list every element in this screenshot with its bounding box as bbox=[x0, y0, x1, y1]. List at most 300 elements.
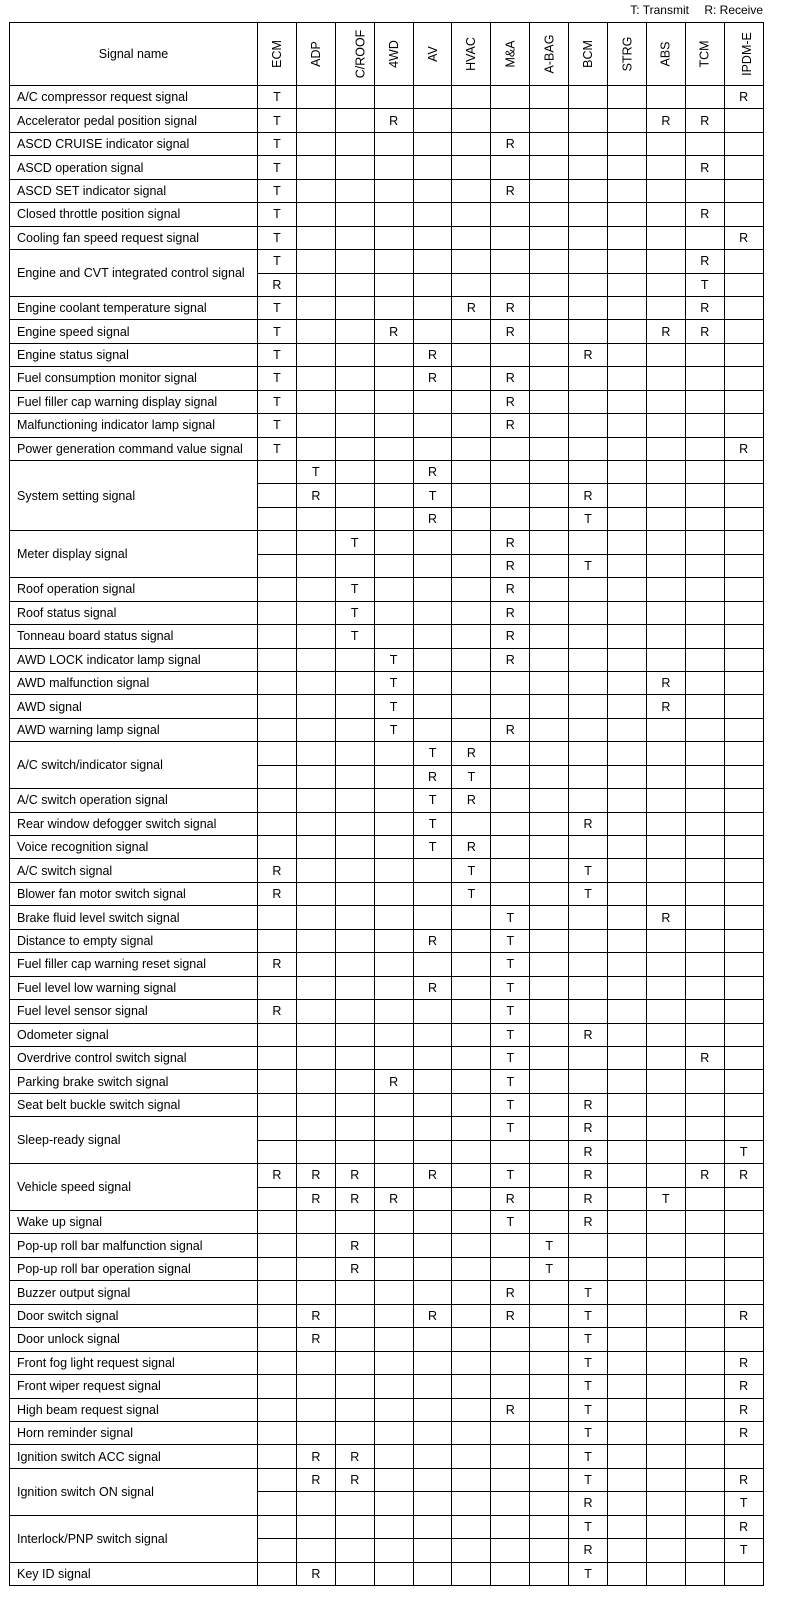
signal-cell bbox=[296, 906, 335, 929]
signal-cell bbox=[569, 695, 608, 718]
legend-receive: R: Receive bbox=[704, 3, 763, 17]
signal-cell bbox=[335, 1351, 374, 1374]
module-header bbox=[296, 23, 335, 86]
signal-cell bbox=[413, 578, 452, 601]
signal-cell bbox=[452, 414, 491, 437]
signal-cell: R bbox=[569, 1093, 608, 1116]
signal-name-cell: Parking brake switch signal bbox=[10, 1070, 258, 1093]
legend-transmit: T: Transmit bbox=[630, 3, 689, 17]
signal-cell bbox=[569, 296, 608, 319]
signal-cell bbox=[491, 859, 530, 882]
signal-cell bbox=[608, 953, 647, 976]
signal-cell bbox=[491, 484, 530, 507]
signal-cell: T bbox=[258, 179, 297, 202]
signal-cell bbox=[608, 1023, 647, 1046]
signal-cell bbox=[608, 1539, 647, 1562]
signal-cell bbox=[646, 1562, 685, 1585]
signal-cell bbox=[530, 1164, 569, 1187]
signal-cell bbox=[724, 836, 763, 859]
signal-cell bbox=[491, 789, 530, 812]
signal-cell: T bbox=[724, 1539, 763, 1562]
signal-cell: T bbox=[569, 1468, 608, 1491]
signal-cell bbox=[608, 437, 647, 460]
signal-cell bbox=[646, 648, 685, 671]
signal-cell bbox=[685, 507, 724, 530]
signal-cell: T bbox=[569, 1562, 608, 1585]
table-row bbox=[10, 109, 764, 132]
signal-cell bbox=[452, 1070, 491, 1093]
signal-cell bbox=[413, 437, 452, 460]
signal-cell bbox=[413, 1211, 452, 1234]
signal-cell bbox=[530, 1375, 569, 1398]
signal-cell bbox=[413, 132, 452, 155]
signal-cell bbox=[374, 882, 413, 905]
signal-cell bbox=[685, 179, 724, 202]
signal-cell bbox=[296, 367, 335, 390]
signal-cell bbox=[491, 1562, 530, 1585]
signal-cell: T bbox=[724, 1492, 763, 1515]
signal-cell bbox=[685, 1140, 724, 1163]
signal-cell bbox=[413, 86, 452, 109]
signal-cell bbox=[296, 742, 335, 765]
signal-cell bbox=[413, 1351, 452, 1374]
signal-cell bbox=[685, 812, 724, 835]
signal-cell: T bbox=[296, 461, 335, 484]
signal-cell bbox=[530, 250, 569, 273]
signal-cell bbox=[335, 1070, 374, 1093]
signal-cell: R bbox=[569, 1211, 608, 1234]
signal-cell: R bbox=[491, 132, 530, 155]
signal-cell bbox=[569, 906, 608, 929]
signal-cell bbox=[452, 367, 491, 390]
signal-cell bbox=[685, 1515, 724, 1538]
signal-cell bbox=[685, 437, 724, 460]
signal-name-cell: Fuel level sensor signal bbox=[10, 1000, 258, 1023]
signal-cell bbox=[258, 578, 297, 601]
signal-cell: T bbox=[530, 1257, 569, 1280]
signal-cell: R bbox=[569, 1187, 608, 1210]
signal-cell: T bbox=[569, 1445, 608, 1468]
signal-cell bbox=[335, 132, 374, 155]
signal-cell bbox=[646, 132, 685, 155]
signal-cell bbox=[452, 461, 491, 484]
signal-cell bbox=[724, 1070, 763, 1093]
table-row bbox=[10, 1023, 764, 1046]
table-row bbox=[10, 601, 764, 624]
signal-cell bbox=[685, 1421, 724, 1444]
signal-name-cell: Closed throttle position signal bbox=[10, 203, 258, 226]
signal-cell bbox=[724, 1046, 763, 1069]
signal-cell bbox=[374, 507, 413, 530]
signal-cell: R bbox=[724, 1304, 763, 1327]
signal-cell: R bbox=[296, 1187, 335, 1210]
signal-cell bbox=[685, 1093, 724, 1116]
signal-cell bbox=[335, 953, 374, 976]
signal-cell bbox=[724, 882, 763, 905]
module-header bbox=[724, 23, 763, 86]
signal-cell bbox=[335, 718, 374, 741]
signal-cell bbox=[530, 1539, 569, 1562]
signal-name-cell: AWD signal bbox=[10, 695, 258, 718]
signal-cell bbox=[491, 1375, 530, 1398]
table-row bbox=[10, 789, 764, 812]
signal-cell bbox=[258, 1351, 297, 1374]
signal-cell bbox=[685, 1281, 724, 1304]
signal-cell bbox=[530, 296, 569, 319]
signal-cell bbox=[258, 461, 297, 484]
signal-cell bbox=[296, 648, 335, 671]
module-header bbox=[646, 23, 685, 86]
signal-cell bbox=[646, 882, 685, 905]
signal-cell: T bbox=[258, 86, 297, 109]
signal-cell: T bbox=[258, 203, 297, 226]
signal-cell bbox=[646, 273, 685, 296]
signal-cell bbox=[335, 1281, 374, 1304]
signal-cell bbox=[374, 1421, 413, 1444]
signal-cell bbox=[608, 718, 647, 741]
signal-cell bbox=[374, 765, 413, 788]
signal-cell: R bbox=[724, 226, 763, 249]
signal-cell: R bbox=[296, 1445, 335, 1468]
signal-cell bbox=[530, 132, 569, 155]
signal-cell: R bbox=[724, 86, 763, 109]
signal-cell bbox=[258, 1117, 297, 1140]
signal-cell bbox=[724, 1281, 763, 1304]
table-row bbox=[10, 1351, 764, 1374]
signal-cell bbox=[335, 648, 374, 671]
signal-cell bbox=[452, 1304, 491, 1327]
signal-cell bbox=[724, 461, 763, 484]
signal-cell bbox=[530, 1398, 569, 1421]
signal-cell: R bbox=[335, 1187, 374, 1210]
signal-cell bbox=[374, 484, 413, 507]
signal-cell bbox=[296, 1234, 335, 1257]
signal-cell bbox=[724, 578, 763, 601]
signal-cell bbox=[569, 789, 608, 812]
signal-cell bbox=[530, 156, 569, 179]
signal-cell bbox=[296, 1140, 335, 1163]
signal-cell bbox=[685, 1328, 724, 1351]
module-header-label: HVAC bbox=[464, 37, 479, 71]
signal-cell bbox=[530, 1492, 569, 1515]
signal-cell bbox=[646, 414, 685, 437]
signal-cell bbox=[646, 1515, 685, 1538]
signal-cell bbox=[491, 437, 530, 460]
signal-cell bbox=[258, 1187, 297, 1210]
signal-cell bbox=[491, 156, 530, 179]
signal-name-cell: Engine status signal bbox=[10, 343, 258, 366]
signal-cell: R bbox=[724, 1421, 763, 1444]
signal-cell: R bbox=[335, 1164, 374, 1187]
signal-cell bbox=[608, 765, 647, 788]
signal-cell: T bbox=[374, 695, 413, 718]
signal-cell bbox=[608, 390, 647, 413]
signal-cell: R bbox=[413, 765, 452, 788]
signal-cell bbox=[530, 859, 569, 882]
signal-cell bbox=[646, 718, 685, 741]
signal-cell bbox=[685, 1468, 724, 1491]
signal-cell bbox=[646, 1281, 685, 1304]
signal-cell bbox=[724, 718, 763, 741]
signal-name-cell: Door switch signal bbox=[10, 1304, 258, 1327]
signal-cell: R bbox=[335, 1234, 374, 1257]
signal-cell bbox=[374, 437, 413, 460]
signal-cell: T bbox=[258, 437, 297, 460]
module-header-label: AV bbox=[425, 46, 440, 62]
signal-cell bbox=[296, 1375, 335, 1398]
signal-cell bbox=[452, 1117, 491, 1140]
signal-cell bbox=[530, 507, 569, 530]
signal-cell bbox=[646, 507, 685, 530]
signal-cell bbox=[646, 578, 685, 601]
signal-cell: R bbox=[413, 929, 452, 952]
signal-cell bbox=[724, 976, 763, 999]
signal-cell bbox=[530, 1445, 569, 1468]
signal-cell bbox=[608, 742, 647, 765]
signal-name-cell: Buzzer output signal bbox=[10, 1281, 258, 1304]
module-header-label: BCM bbox=[581, 40, 596, 68]
signal-cell bbox=[452, 156, 491, 179]
signal-cell bbox=[724, 1445, 763, 1468]
signal-cell bbox=[374, 1398, 413, 1421]
signal-cell bbox=[258, 671, 297, 694]
signal-cell bbox=[335, 789, 374, 812]
signal-cell bbox=[296, 203, 335, 226]
signal-cell bbox=[413, 554, 452, 577]
module-header bbox=[608, 23, 647, 86]
signal-cell bbox=[608, 1421, 647, 1444]
signal-cell bbox=[685, 1257, 724, 1280]
signal-cell bbox=[724, 367, 763, 390]
signal-cell: R bbox=[685, 320, 724, 343]
signal-cell bbox=[335, 1375, 374, 1398]
signal-cell: T bbox=[491, 1211, 530, 1234]
table-row bbox=[10, 742, 764, 765]
signal-cell bbox=[413, 1281, 452, 1304]
signal-name-cell: Cooling fan speed request signal bbox=[10, 226, 258, 249]
module-header bbox=[374, 23, 413, 86]
signal-cell bbox=[724, 156, 763, 179]
table-row bbox=[10, 1046, 764, 1069]
signal-cell bbox=[296, 929, 335, 952]
signal-cell bbox=[646, 789, 685, 812]
signal-cell bbox=[258, 1140, 297, 1163]
signal-cell: T bbox=[569, 1421, 608, 1444]
signal-cell bbox=[335, 742, 374, 765]
signal-cell bbox=[530, 1046, 569, 1069]
signal-cell bbox=[569, 625, 608, 648]
signal-cell bbox=[530, 86, 569, 109]
signal-cell bbox=[724, 953, 763, 976]
signal-cell bbox=[724, 1211, 763, 1234]
signal-cell bbox=[491, 1328, 530, 1351]
signal-cell bbox=[296, 601, 335, 624]
signal-name-cell: Wake up signal bbox=[10, 1211, 258, 1234]
signal-cell bbox=[413, 601, 452, 624]
signal-cell bbox=[374, 1445, 413, 1468]
signal-cell: R bbox=[685, 1164, 724, 1187]
signal-cell bbox=[608, 1000, 647, 1023]
signal-cell bbox=[569, 531, 608, 554]
signal-cell bbox=[452, 132, 491, 155]
signal-cell bbox=[258, 742, 297, 765]
signal-cell bbox=[646, 531, 685, 554]
signal-cell bbox=[530, 1562, 569, 1585]
signal-cell bbox=[685, 648, 724, 671]
signal-cell: R bbox=[646, 109, 685, 132]
signal-cell bbox=[569, 742, 608, 765]
signal-cell: R bbox=[452, 789, 491, 812]
signal-cell bbox=[724, 906, 763, 929]
signal-cell bbox=[530, 742, 569, 765]
signal-cell bbox=[374, 367, 413, 390]
signal-name-cell: A/C switch signal bbox=[10, 859, 258, 882]
module-header-label: STRG bbox=[619, 36, 634, 72]
signal-cell: T bbox=[452, 765, 491, 788]
module-header-label: ABS bbox=[658, 41, 673, 67]
signal-cell bbox=[374, 953, 413, 976]
signal-cell bbox=[530, 1000, 569, 1023]
signal-cell bbox=[569, 367, 608, 390]
signal-cell bbox=[608, 1070, 647, 1093]
signal-cell: R bbox=[491, 531, 530, 554]
signal-cell bbox=[491, 671, 530, 694]
signal-cell bbox=[530, 601, 569, 624]
signal-cell bbox=[530, 109, 569, 132]
signal-cell bbox=[608, 86, 647, 109]
table-row bbox=[10, 882, 764, 905]
signal-name-cell: Fuel level low warning signal bbox=[10, 976, 258, 999]
signal-cell bbox=[530, 414, 569, 437]
signal-cell bbox=[530, 1117, 569, 1140]
signal-cell bbox=[452, 273, 491, 296]
signal-cell bbox=[296, 109, 335, 132]
signal-cell bbox=[413, 531, 452, 554]
signal-cell bbox=[646, 976, 685, 999]
signal-cell bbox=[646, 250, 685, 273]
signal-cell bbox=[258, 625, 297, 648]
signal-name-cell: Voice recognition signal bbox=[10, 836, 258, 859]
signal-cell bbox=[724, 1234, 763, 1257]
signal-cell bbox=[374, 156, 413, 179]
signal-cell bbox=[530, 203, 569, 226]
table-row bbox=[10, 1445, 764, 1468]
signal-cell bbox=[608, 1375, 647, 1398]
signal-cell bbox=[491, 1492, 530, 1515]
signal-cell bbox=[452, 953, 491, 976]
signal-cell bbox=[608, 812, 647, 835]
signal-cell bbox=[258, 1070, 297, 1093]
signal-cell bbox=[608, 1187, 647, 1210]
signal-cell bbox=[374, 1257, 413, 1280]
signal-cell bbox=[685, 695, 724, 718]
signal-cell: R bbox=[491, 554, 530, 577]
signal-name-cell: Odometer signal bbox=[10, 1023, 258, 1046]
signal-cell bbox=[530, 1070, 569, 1093]
signal-cell bbox=[530, 1093, 569, 1116]
signal-cell bbox=[413, 414, 452, 437]
table-row bbox=[10, 367, 764, 390]
signal-cell bbox=[258, 1539, 297, 1562]
table-row bbox=[10, 1211, 764, 1234]
signal-cell bbox=[258, 507, 297, 530]
signal-cell: T bbox=[452, 882, 491, 905]
signal-cell bbox=[413, 1234, 452, 1257]
signal-cell bbox=[413, 250, 452, 273]
signal-cell: R bbox=[569, 1140, 608, 1163]
table-row bbox=[10, 531, 764, 554]
signal-cell: T bbox=[258, 367, 297, 390]
signal-cell bbox=[452, 343, 491, 366]
signal-cell: R bbox=[569, 343, 608, 366]
signal-cell bbox=[452, 1187, 491, 1210]
table-row bbox=[10, 1257, 764, 1280]
signal-cell bbox=[685, 86, 724, 109]
signal-cell bbox=[569, 179, 608, 202]
signal-cell bbox=[530, 531, 569, 554]
signal-cell bbox=[258, 1328, 297, 1351]
signal-name-cell: Vehicle speed signal bbox=[10, 1164, 258, 1211]
signal-cell bbox=[374, 390, 413, 413]
signal-cell bbox=[335, 1140, 374, 1163]
signal-cell: R bbox=[491, 718, 530, 741]
signal-cell: R bbox=[413, 976, 452, 999]
signal-cell bbox=[296, 1515, 335, 1538]
signal-cell bbox=[569, 86, 608, 109]
signal-cell bbox=[608, 648, 647, 671]
signal-cell bbox=[646, 1234, 685, 1257]
signal-cell bbox=[569, 320, 608, 343]
signal-cell bbox=[374, 859, 413, 882]
signal-cell bbox=[608, 1117, 647, 1140]
signal-cell bbox=[335, 671, 374, 694]
table-row bbox=[10, 1070, 764, 1093]
signal-cell bbox=[374, 1093, 413, 1116]
signal-cell bbox=[413, 109, 452, 132]
signal-cell bbox=[452, 554, 491, 577]
signal-cell bbox=[569, 953, 608, 976]
signal-cell: R bbox=[569, 1492, 608, 1515]
signal-cell bbox=[374, 1234, 413, 1257]
table-row bbox=[10, 1398, 764, 1421]
table-row bbox=[10, 1234, 764, 1257]
signal-cell bbox=[646, 86, 685, 109]
signal-name-cell: AWD malfunction signal bbox=[10, 671, 258, 694]
signal-cell bbox=[646, 859, 685, 882]
signal-cell bbox=[335, 484, 374, 507]
table-body bbox=[10, 86, 764, 1586]
signal-cell bbox=[335, 859, 374, 882]
signal-cell bbox=[530, 648, 569, 671]
signal-name-cell: Seat belt buckle switch signal bbox=[10, 1093, 258, 1116]
signal-cell bbox=[413, 296, 452, 319]
signal-cell bbox=[258, 695, 297, 718]
signal-cell bbox=[452, 1421, 491, 1444]
signal-cell: R bbox=[452, 836, 491, 859]
signal-cell bbox=[646, 437, 685, 460]
signal-cell: T bbox=[374, 648, 413, 671]
signal-cell: R bbox=[491, 648, 530, 671]
signal-cell: T bbox=[258, 226, 297, 249]
signal-cell bbox=[258, 1492, 297, 1515]
signal-cell bbox=[374, 929, 413, 952]
signal-cell bbox=[646, 1539, 685, 1562]
signal-cell bbox=[452, 320, 491, 343]
signal-cell bbox=[452, 648, 491, 671]
signal-cell bbox=[491, 1445, 530, 1468]
signal-cell: R bbox=[491, 1187, 530, 1210]
signal-cell bbox=[413, 273, 452, 296]
